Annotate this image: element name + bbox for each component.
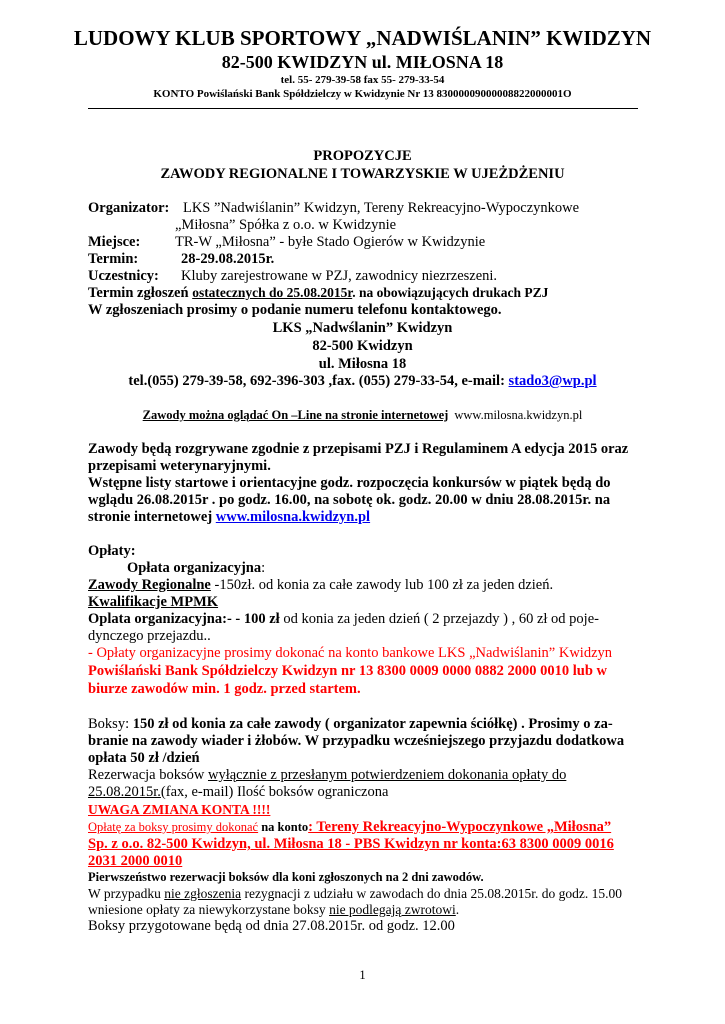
mpmk-fee-text-cont: dynczego przejazdu.. (88, 628, 211, 644)
club-city: 82-500 Kwidzyn (312, 338, 413, 354)
cancellation-c: rezygnacji z udziału w zawodach do dnia 25.08.2015r. do godz. 15.00 (241, 886, 622, 901)
priority-note: Pierwszeństwo rezerwacji boksów dla koni zgłoszonych na 2 dni zawodów. (88, 870, 484, 884)
participants-label: Uczestnicy: (88, 268, 159, 284)
place-value: TR-W „Miłosna” - byłe Stado Ogierów w Kwidzynie (175, 234, 486, 250)
org-fee-colon: : (261, 560, 266, 576)
website-link[interactable]: www.milosna.kwidzyn.pl (215, 509, 371, 525)
rules-line-1: Zawody będą rozgrywane zgodnie z przepisami PZJ i Regulaminem A edycja 2015 oraz (88, 441, 629, 457)
reservation-text-d: (fax, e-mail) Ilość boksów ograniczona (160, 784, 389, 800)
boxes-payment-row (88, 818, 611, 836)
org-fee-title-row (127, 560, 265, 577)
reservation-date: 25.08.2015r. (88, 784, 161, 800)
rules-line-2: przepisami weterynaryjnymi. (88, 458, 271, 474)
page-number: 1 (359, 968, 366, 982)
online-line (0, 406, 725, 424)
date-label: Termin: (88, 251, 139, 267)
regional-fee-text: -150zł. od konia za całe zawody lub 100 zł za jeden dzień. (210, 577, 554, 593)
contact-line (0, 373, 725, 390)
document-subheading: ZAWODY REGIONALNE I TOWARZYSKIE W UJEŻDŻENIU (160, 166, 565, 182)
mpmk-label: Kwalifikacje MPMK (88, 594, 219, 610)
deadline-text-c: . na obowiązujących drukach PZJ (352, 285, 549, 300)
rules-line-4: wglądu 26.08.2015r . po godz. 16.00, na sobotę ok. godz. 20.00 w dniu 28.08.2015r. na (88, 492, 611, 508)
organizer-value: LKS ”Nadwiślanin” Kwidzyn, Tereny Rekreacyjno-Wypoczynkowe (182, 200, 580, 216)
reservation-row (88, 767, 566, 784)
boxes-ready-note: Boksy przygotowane będą od dnia 27.08.2015r. od godz. 12.00 (88, 918, 455, 934)
deadline-text-b: ostatecznych do 25.08.2015r (192, 285, 353, 300)
boxes-line-1: 150 zł od konia za całe zawody ( organizator zapewnia ściółkę) . Prosimy o za- (132, 716, 613, 732)
participants-value: Kluby zarejestrowane w PZJ, zawodnicy niezrzeszeni. (181, 268, 498, 284)
regional-fee-row (88, 577, 553, 594)
contact-email-link[interactable]: stado3@wp.pl (508, 373, 597, 389)
online-label: Zawody można oglądać On –Line na stronie internetowej (142, 408, 449, 422)
mpmk-fee-row (88, 611, 599, 628)
place-row (88, 234, 485, 251)
cancellation-row-2 (88, 902, 459, 918)
boxes-payment-b: na konto (258, 820, 309, 834)
reservation-text-a: Rezerwacja boksów (88, 767, 208, 783)
organizer-value-cont: „Miłosna” Spółka z o.o. w Kwidzynie (175, 217, 397, 233)
boxes-row-1 (88, 716, 613, 733)
payment-note: - Opłaty organizacyjne prosimy dokonać na konto bankowe LKS „Nadwiślanin” Kwidzyn (88, 645, 613, 661)
boxes-line-2: branie na zawody wiader i żłobów. W przypadku wcześniejszego przyjazdu dodatkowa (88, 733, 625, 749)
online-url: www.milosna.kwidzyn.pl (454, 408, 583, 422)
deadline-row (88, 285, 548, 302)
boxes-payment-line-2: Sp. z o.o. 82-500 Kwidzyn, ul. Miłosna 18 - PBS Kwidzyn nr konta:63 8300 0009 0016 (88, 836, 614, 852)
regional-fee-label: Zawody Regionalne (88, 577, 211, 593)
mpmk-fee-bold: Oplata organizacyjna:- - 100 zł (88, 611, 280, 627)
bank-account-line-1: Powiślański Bank Spółdzielczy Kwidzyn nr 13 8300 0009 0000 0882 2000 0010 lub w (88, 663, 607, 679)
account-change-warning: UWAGA ZMIANA KONTA !!!! (88, 802, 271, 817)
reservation-text-b: wyłącznie z przesłanym potwierdzeniem dokonania opłaty do (207, 767, 567, 783)
phone-request: W zgłoszeniach prosimy o podanie numeru telefonu kontaktowego. (88, 302, 502, 318)
club-name: LKS „Nadwślanin” Kwidzyn (272, 320, 453, 336)
boxes-payment-c: : Tereny Rekreacyjno-Wypoczynkowe „Miłosna” (308, 819, 612, 835)
contact-text: tel.(055) 279-39-58, 692-396-303 ,fax. (055) 279-33-54, e-mail: (128, 373, 509, 389)
cancellation-a: W przypadku (88, 886, 165, 901)
cancellation2-a: wniesione opłaty za niewykorzystane boksy (88, 902, 330, 917)
boxes-payment-line-3: 2031 2000 0010 (88, 853, 183, 869)
rules-line-5 (88, 509, 370, 526)
club-account: KONTO Powiślański Bank Spółdzielczy w Kwidzynie Nr 13 83000009000008822000001O (153, 88, 572, 100)
cancellation2-b: nie podlegają zwrotowi (329, 902, 456, 917)
rules-line-3: Wstępne listy startowe i orientacyjne godz. rozpoczęcia konkursów w piątek będą do (88, 475, 611, 491)
reservation-row-2 (88, 784, 388, 801)
fees-title: Opłaty: (88, 543, 136, 559)
cancellation2-c: . (455, 902, 460, 917)
club-address: 82-500 KWIDZYN ul. MIŁOSNA 18 (221, 52, 504, 72)
boxes-line-3: opłata 50 zł /dzień (88, 750, 200, 766)
club-phone: tel. 55- 279-39-58 fax 55- 279-33-54 (280, 74, 445, 86)
header-divider (88, 108, 638, 109)
date-row (88, 251, 274, 268)
participants-row (88, 268, 497, 285)
place-label: Miejsce: (88, 234, 141, 250)
cancellation-b: nie zgłoszenia (164, 886, 242, 901)
club-street: ul. Miłosna 18 (318, 356, 407, 372)
club-title: LUDOWY KLUB SPORTOWY „NADWIŚLANIN” KWIDZYN (73, 26, 652, 50)
organizer-row (88, 200, 579, 217)
deadline-text-a: Termin zgłoszeń (88, 285, 193, 301)
boxes-payment-a: Opłatę za boksy prosimy dokonać (88, 820, 259, 834)
date-value: 28-29.08.2015r. (181, 251, 275, 267)
rules-line-5-text: stronie internetowej (88, 509, 216, 525)
cancellation-row (88, 886, 622, 902)
mpmk-fee-text: od konia za jeden dzień ( 2 przejazdy ) , 60 zł od poje- (279, 611, 599, 627)
org-fee-title: Opłata organizacyjna (127, 560, 262, 576)
bank-account-line-2: biurze zawodów min. 1 godz. przed startem. (88, 681, 361, 697)
document-heading: PROPOZYCJE (313, 148, 412, 164)
organizer-label: Organizator: (88, 200, 170, 216)
boxes-label: Boksy: (88, 716, 133, 732)
